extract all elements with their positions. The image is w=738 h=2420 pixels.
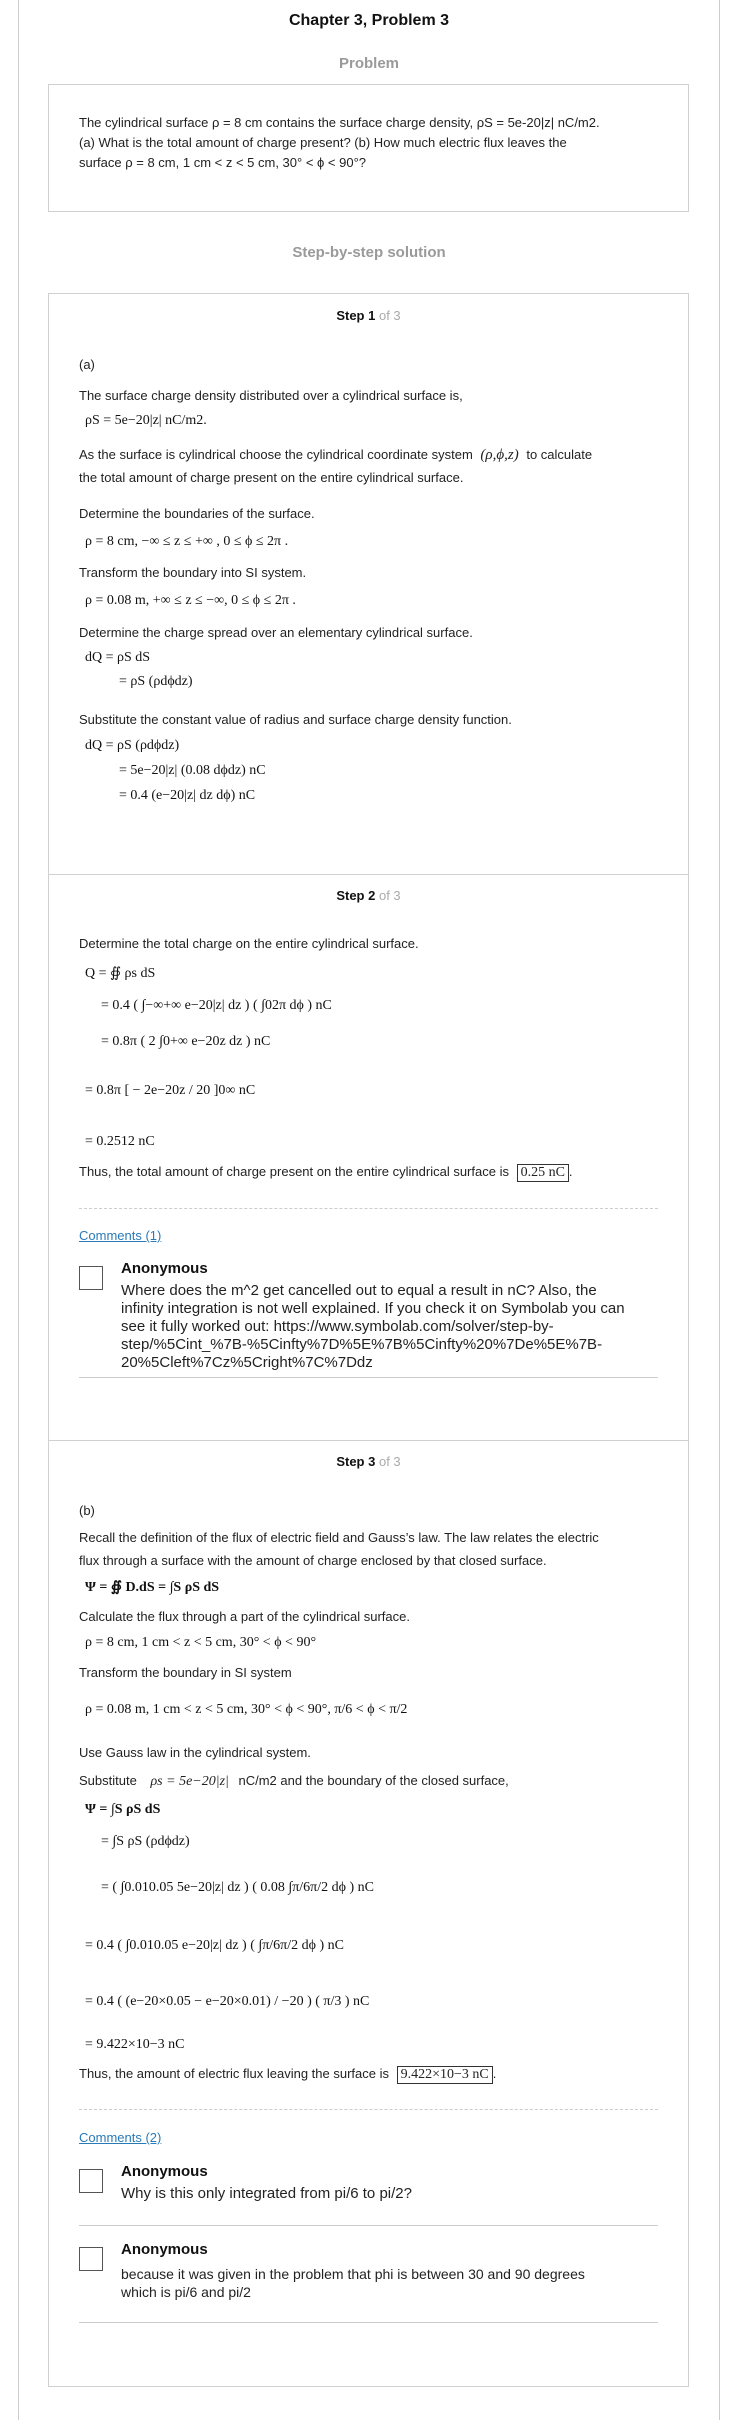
step-1-of: of 3 [378, 308, 401, 323]
step-3-comments-link[interactable]: Comments (2) [79, 2130, 162, 2145]
step-1-text-2-row [79, 447, 592, 464]
comment-checkbox[interactable] [79, 2169, 103, 2193]
comment-author: Anonymous [121, 2163, 208, 2180]
comment-text [121, 1282, 658, 1372]
problem-box [48, 84, 689, 212]
step-3-text-5b: nC/m2 and the boundary of the closed surface, [238, 1773, 509, 1788]
comment-author: Anonymous [121, 1260, 208, 1277]
step-3-text-1b: flux through a surface with the amount of charge enclosed by that closed surface. [79, 1553, 547, 1568]
step-3-eq-3: ρ = 0.08 m, 1 cm < z < 5 cm, 30° < ϕ < 90°, π/6 < ϕ < π/2 [85, 1702, 408, 1717]
solution-label: Step-by-step solution [292, 244, 446, 261]
step-2-eq-5: = 0.2512 nC [85, 1134, 155, 1149]
step-3-dashed-divider [79, 2109, 658, 2110]
step-2-comment-1 [79, 1260, 658, 1370]
step-3-answer: 9.422×10−3 nC [397, 2066, 493, 2084]
step-2-eq-3: = 0.8π ( 2 ∫0+∞ e−20z dz ) nC [101, 1034, 271, 1049]
step-1-eq-5a: dQ = ρS (ρdϕdz) [85, 738, 180, 753]
step-1-coord: (ρ,ϕ,z) [480, 447, 519, 463]
step-3-title: Step 3 [336, 1454, 376, 1469]
step-3-eq-4e: = 0.4 ( (e−20×0.05 − e−20×0.01) / −20 ) ( π/3 ) nC [85, 1994, 370, 2009]
step-3-eq-2: ρ = 8 cm, 1 cm < z < 5 cm, 30° < ϕ < 90° [85, 1635, 317, 1650]
step-1-eq-3: ρ = 0.08 m, +∞ ≤ z ≤ −∞, 0 ≤ ϕ ≤ 2π . [85, 593, 296, 608]
step-1-eq-4b: = ρS (ρdϕdz) [119, 674, 193, 689]
step-2-text-2: Thus, the total amount of charge present on the entire cylindrical surface is [79, 1164, 509, 1179]
step-2-comment-divider [79, 1377, 658, 1378]
comment-checkbox[interactable] [79, 2247, 103, 2271]
step-3-eq-4f: = 9.422×10−3 nC [85, 2037, 185, 2052]
comment-checkbox[interactable] [79, 1266, 103, 1290]
comment-line-1: Where does the m^2 get cancelled out to equal a result in nC? Also, the [121, 1282, 597, 1299]
step-3-comment-divider-2 [79, 2322, 658, 2323]
step-3-of: of 3 [378, 1454, 401, 1469]
step-1-text-2c: the total amount of charge present on the entire cylindrical surface. [79, 470, 464, 485]
step-3-eq-1: Ψ = ∯ D.dS = ∫S ρS dS [85, 1580, 220, 1595]
step-1-heading [49, 308, 688, 323]
step-1-text-2b: to calculate [526, 447, 593, 462]
step-1-text-4: Transform the boundary into SI system. [79, 565, 307, 580]
step-3-comment-divider-1 [79, 2225, 658, 2226]
step-3 [49, 1440, 688, 2388]
step-3-comment-1 [79, 2163, 658, 2213]
step-2-eq-1: Q = ∯ ρs dS [85, 966, 156, 981]
step-1-text-3: Determine the boundaries of the surface. [79, 506, 315, 521]
step-3-eq-4b: = ∫S ρS (ρdϕdz) [101, 1834, 190, 1849]
comment-line-1: because it was given in the problem that phi is between 30 and 90 degrees [121, 2266, 585, 2282]
comment-line-5: 20%5Cleft%7Cz%5Cright%7C%7Ddz [121, 1354, 373, 1371]
step-2-text-2-row: Thus, the total amount of charge present on the entire cylindrical surface is 0.25 nC . [79, 1164, 573, 1180]
step-3-text-4: Use Gauss law in the cylindrical system. [79, 1745, 311, 1760]
step-1-eq-4a: dQ = ρS dS [85, 650, 151, 665]
chapter-title: Chapter 3, Problem 3 [288, 12, 450, 29]
step-2-of: of 3 [378, 888, 401, 903]
step-1-part: (a) [79, 357, 95, 372]
step-3-text-5-eq: ρs = 5e−20|z| [150, 1774, 229, 1789]
step-3-eq-4c: = ( ∫0.010.05 5e−20|z| dz ) ( 0.08 ∫π/6π/2 dϕ ) nC [101, 1880, 374, 1895]
step-3-comment-2 [79, 2241, 658, 2301]
step-1-eq-1 [85, 413, 207, 429]
step-3-part: (b) [79, 1503, 95, 1518]
comment-line-2: which is pi/6 and pi/2 [121, 2284, 251, 2300]
step-1-eq-5b: = 5e−20|z| (0.08 dϕdz) nC [119, 763, 266, 778]
step-3-text-6: Thus, the amount of electric flux leaving the surface is [79, 2066, 389, 2081]
step-1-text-5: Determine the charge spread over an elementary cylindrical surface. [79, 625, 473, 640]
comment-line-1: Why is this only integrated from pi/6 to pi/2? [121, 2185, 412, 2202]
step-1-text-1: The surface charge density distributed over a cylindrical surface is, [79, 388, 463, 403]
comment-author: Anonymous [121, 2241, 208, 2258]
step-3-text-2: Calculate the flux through a part of the cylindrical surface. [79, 1609, 410, 1624]
step-2-text-1: Determine the total charge on the entire cylindrical surface. [79, 936, 419, 951]
step-1 [49, 294, 688, 874]
step-2-comments-link[interactable]: Comments (1) [79, 1228, 162, 1243]
step-1-title: Step 1 [336, 308, 376, 323]
step-2-eq-2: = 0.4 ( ∫−∞+∞ e−20|z| dz ) ( ∫02π dϕ ) nC [101, 998, 332, 1013]
solution-box [48, 293, 689, 2387]
comment-line-2: infinity integration is not well explained. If you check it on Symbolab you can [121, 1300, 625, 1317]
comment-line-4: step/%5Cint_%7B-%5Cinfty%7D%5E%7B%5Cinfty%20%7De%5E%7B- [121, 1336, 603, 1353]
step-1-eq-1-text: ρS = 5e−20|z| nC/m2. [85, 413, 207, 428]
step-3-heading [49, 1454, 688, 1469]
step-1-text-6: Substitute the constant value of radius and surface charge density function. [79, 712, 512, 727]
comment-text [121, 2185, 658, 2203]
step-3-eq-4d: = 0.4 ( ∫0.010.05 e−20|z| dz ) ( ∫π/6π/2 dϕ ) nC [85, 1938, 344, 1953]
step-3-text-3: Transform the boundary in SI system [79, 1665, 292, 1680]
step-2-heading [49, 888, 688, 903]
problem-label: Problem [338, 55, 399, 72]
problem-line-1: The cylindrical surface ρ = 8 cm contains the surface charge density, ρS = 5e-20|z| nC/m2. [79, 115, 600, 130]
step-2-eq-4: = 0.8π [ − 2e−20z / 20 ]0∞ nC [85, 1083, 256, 1098]
step-3-eq-4a: Ψ = ∫S ρS dS [85, 1802, 161, 1817]
step-3-text-5a: Substitute [79, 1773, 137, 1788]
step-3-text-5-row [79, 1773, 509, 1790]
step-1-eq-2: ρ = 8 cm, −∞ ≤ z ≤ +∞ , 0 ≤ ϕ ≤ 2π . [85, 534, 289, 549]
step-1-text-2a: As the surface is cylindrical choose the cylindrical coordinate system [79, 447, 473, 462]
step-1-eq-5c: = 0.4 (e−20|z| dz dϕ) nC [119, 788, 256, 803]
step-3-text-1: Recall the definition of the flux of electric field and Gauss’s law. The law relates the electric [79, 1530, 599, 1545]
step-2-title: Step 2 [336, 888, 376, 903]
comment-text [121, 2265, 658, 2301]
comment-line-3: see it fully worked out: https://www.symbolab.com/solver/step-by- [121, 1318, 554, 1335]
step-2-dashed-divider [79, 1208, 658, 1209]
step-2-answer: 0.25 nC [517, 1164, 569, 1182]
step-3-text-6-row: Thus, the amount of electric flux leaving the surface is 9.422×10−3 nC . [79, 2066, 497, 2082]
problem-line-3: surface ρ = 8 cm, 1 cm < z < 5 cm, 30° < ϕ < 90°? [79, 155, 367, 170]
problem-line-2: (a) What is the total amount of charge present? (b) How much electric flux leaves the [79, 135, 567, 150]
step-2 [49, 874, 688, 1440]
